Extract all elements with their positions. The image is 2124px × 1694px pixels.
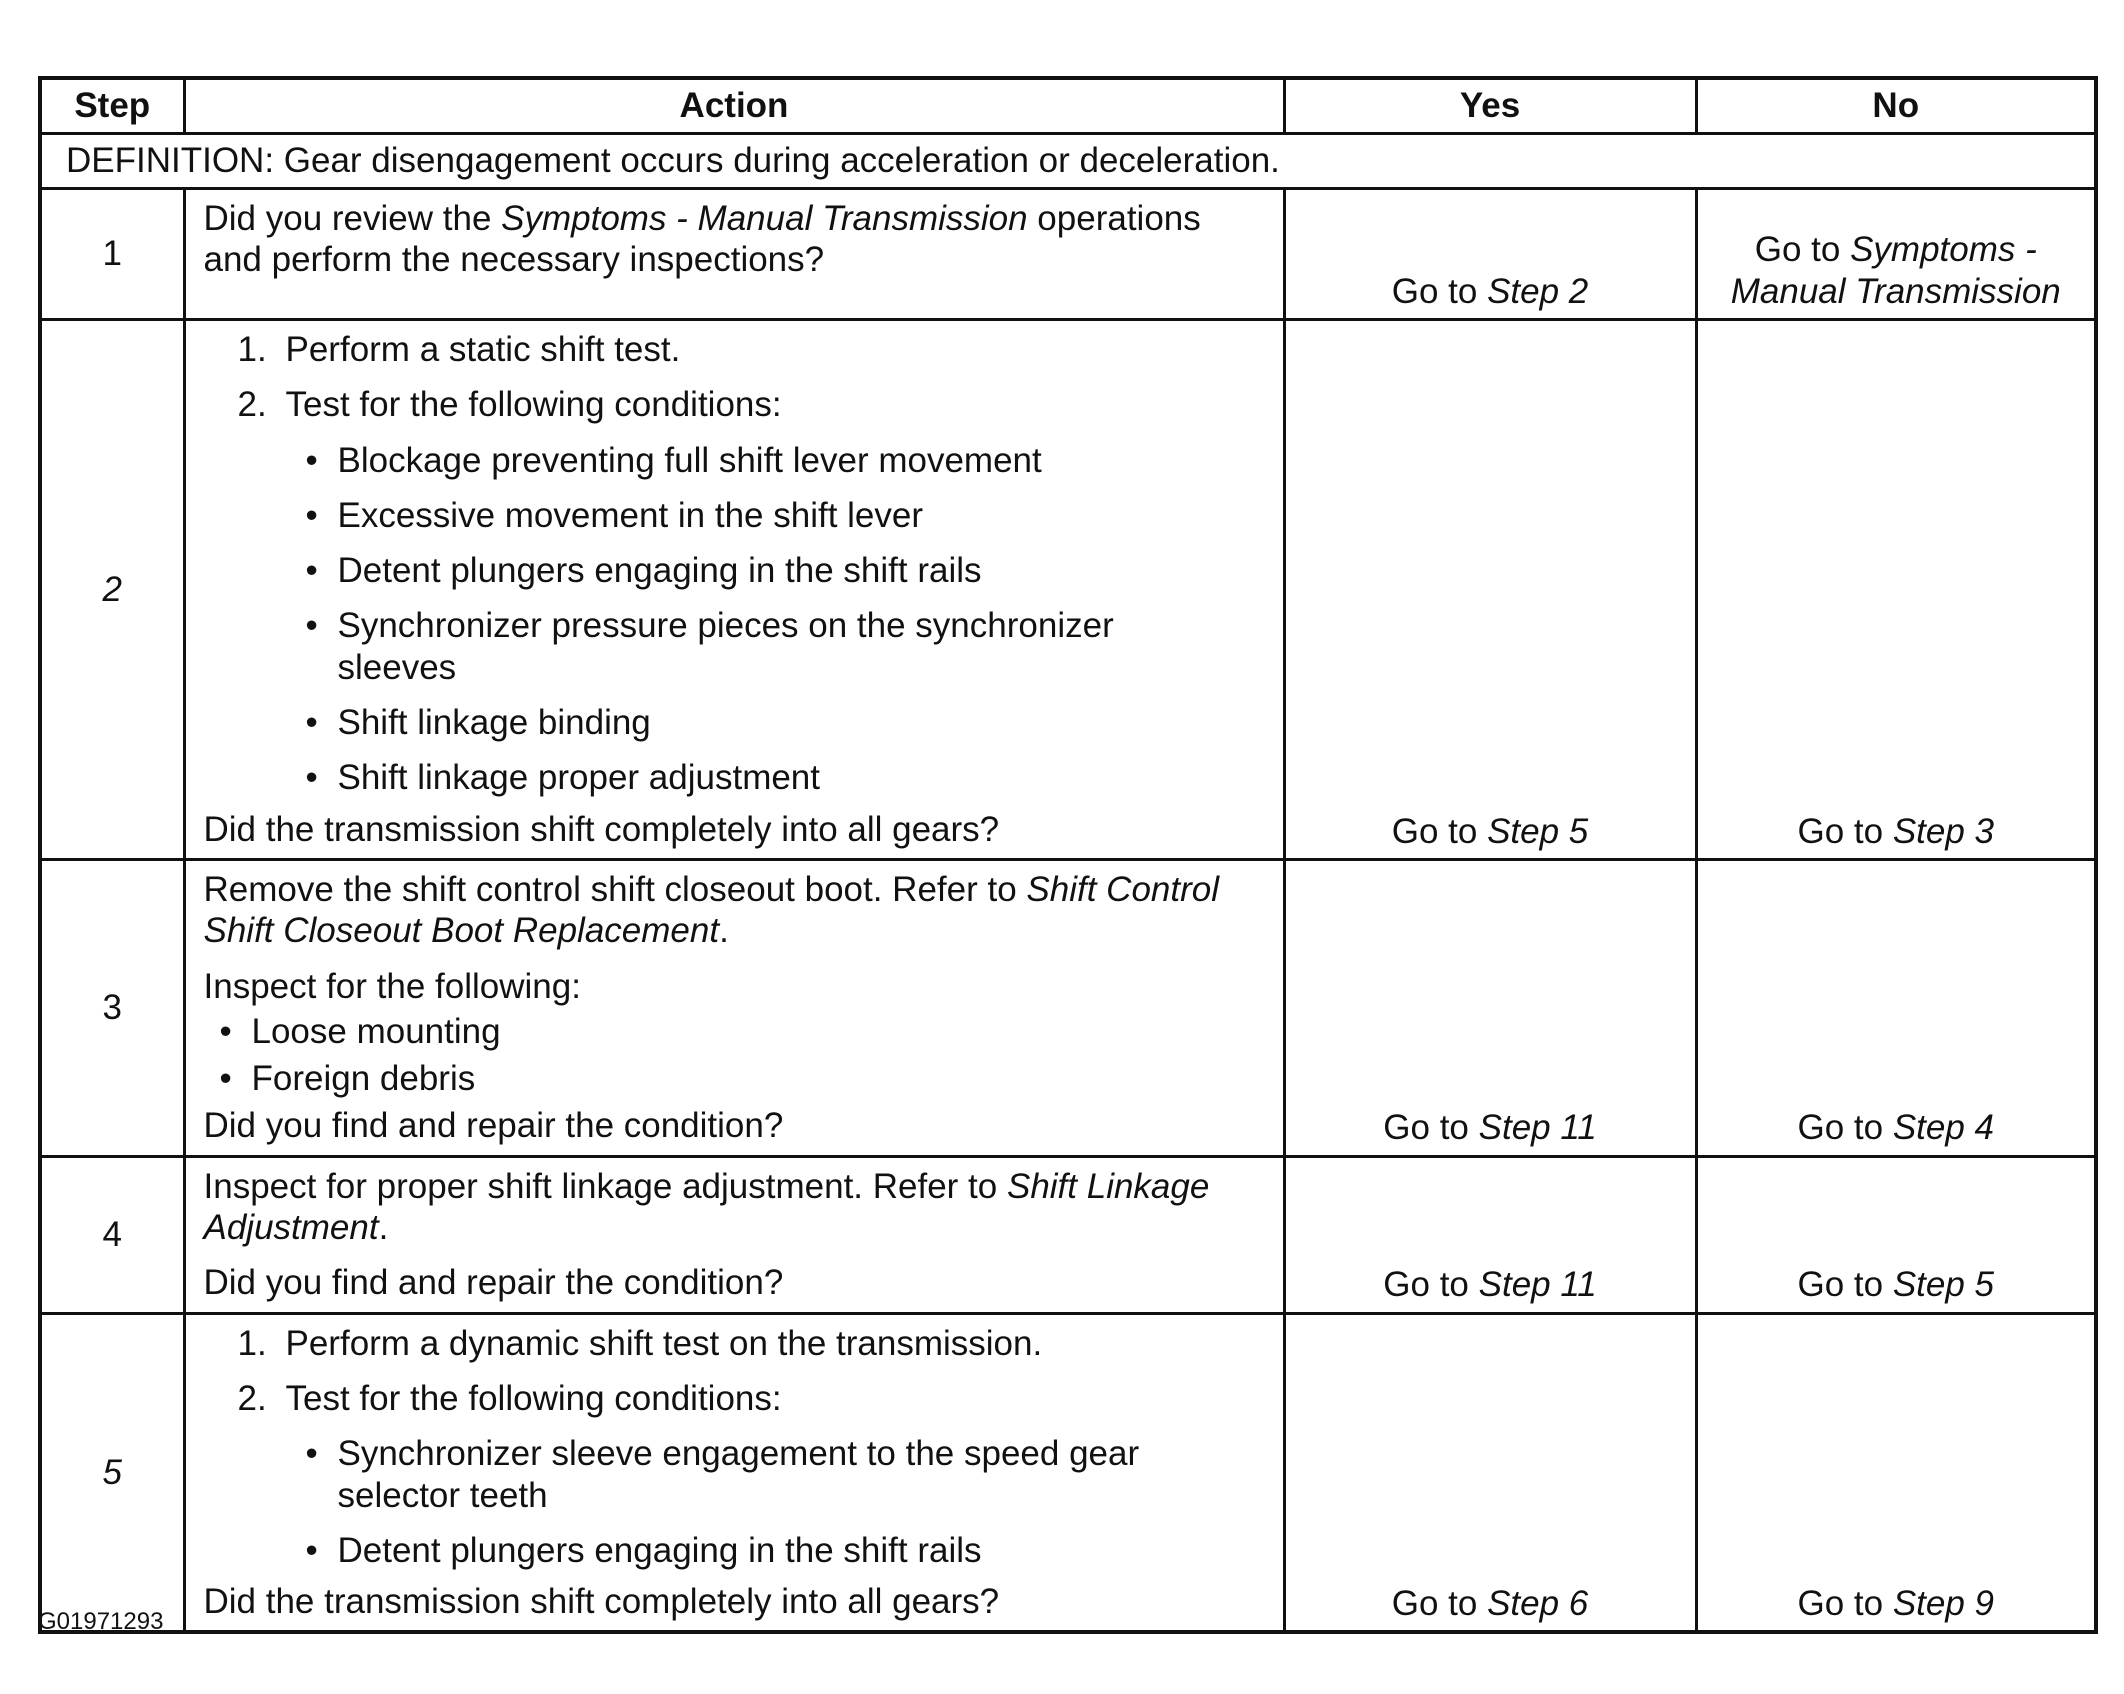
yes-cell: Go to Step 11 (1284, 1156, 1696, 1313)
step-reference: Step 6 (1487, 1584, 1589, 1624)
list-item: • Detent plungers engaging in the shift rails (304, 550, 1269, 591)
table-row (40, 1313, 2096, 1632)
numbered-list (204, 1323, 1269, 1571)
list-item: 2. Test for the following conditions: • Blockage preventing full shift lever movement • Excessive movement in the shift lever • Detent plungers engaging in the shift rails • Synchronizer pressure pieces on the synchronizer sleeves • Shift linkage binding • Shift linkage proper adjustment (238, 384, 1269, 798)
header-step: Step (40, 78, 184, 134)
list-item: • Foreign debris (218, 1058, 1269, 1099)
action-text: Inspect for proper shift linkage adjustment. Refer to Shift Linkage Adjustment. (203, 1166, 1210, 1248)
table-row (40, 859, 2096, 1156)
question-text: Did the transmission shift completely into all gears? (203, 809, 1000, 849)
step-number: 2 (40, 320, 184, 860)
step-reference: Step 11 (1478, 1265, 1597, 1305)
list-item: 1. Perform a static shift test. (237, 330, 681, 369)
no-cell: Go to Step 9 (1696, 1313, 2096, 1632)
yes-cell: Go to Step 2 (1284, 189, 1696, 320)
bullet-list (204, 1011, 1269, 1100)
step-number: 4 (40, 1156, 184, 1313)
header-action: Action (184, 78, 1284, 134)
definition-text: DEFINITION: Gear disengagement occurs during acceleration or deceleration. (40, 134, 2096, 189)
step-reference: Step 3 (1892, 811, 1995, 851)
action-cell (184, 320, 1284, 860)
step-number: 5 (40, 1313, 184, 1632)
no-cell: Go to Step 3 (1696, 320, 2096, 860)
list-item: • Detent plungers engaging in the shift rails (304, 1530, 1269, 1571)
question-text: Did you find and repair the condition? (203, 1106, 784, 1146)
list-item: • Loose mounting (218, 1011, 1269, 1052)
bullet-list (286, 1433, 1269, 1571)
table-row (40, 320, 2096, 860)
table-row (40, 189, 2096, 320)
list-item: • Synchronizer pressure pieces on the synchronizer sleeves (304, 605, 1269, 688)
header-yes: Yes (1284, 78, 1696, 134)
list-item: • Blockage preventing full shift lever movement (304, 440, 1269, 481)
question-text: Did the transmission shift completely into all gears? (203, 1582, 1000, 1622)
step-number: 1 (40, 189, 184, 320)
step-number: 3 (40, 859, 184, 1156)
action-text: Inspect for the following: (203, 966, 581, 1006)
action-cell (184, 1313, 1284, 1632)
no-cell: Go to Symptoms - Manual Transmission (1696, 189, 2096, 320)
table-row (40, 1156, 2096, 1313)
step-reference: Step 5 (1892, 1265, 1995, 1305)
action-text: Remove the shift control shift closeout boot. Refer to Shift Control Shift Closeout Boot Replacement. (203, 869, 1220, 951)
list-item: 1. Perform a dynamic shift test on the transmission. (237, 1323, 1043, 1363)
bullet-list (286, 440, 1269, 799)
no-cell: Go to Step 4 (1696, 859, 2096, 1156)
action-cell (184, 859, 1284, 1156)
yes-cell: Go to Step 5 (1284, 320, 1696, 860)
list-item: • Synchronizer sleeve engagement to the speed gear selector teeth (304, 1433, 1269, 1516)
action-cell (184, 189, 1284, 320)
figure-id: G01971293 (38, 1608, 164, 1635)
step-reference: Step 4 (1892, 1108, 1995, 1148)
header-no: No (1696, 78, 2096, 134)
action-text: Did you review the Symptoms - Manual Transmission operations and perform the necessary inspections? (203, 199, 1201, 280)
step-reference: Step 9 (1892, 1584, 1995, 1624)
no-cell: Go to Step 5 (1696, 1156, 2096, 1313)
numbered-list (204, 329, 1269, 799)
header-row (40, 78, 2096, 134)
question-text: Did you find and repair the condition? (203, 1263, 784, 1303)
definition-row (40, 134, 2096, 189)
list-item: 2. Test for the following conditions: • Synchronizer sleeve engagement to the speed gear selector teeth • Detent plungers engaging in the shift rails (238, 1378, 1269, 1571)
yes-cell: Go to Step 11 (1284, 859, 1696, 1156)
step-reference: Step 11 (1478, 1108, 1597, 1148)
list-item: • Shift linkage binding (304, 702, 1269, 743)
action-cell (184, 1156, 1284, 1313)
list-item: • Shift linkage proper adjustment (304, 757, 1269, 798)
list-item: • Excessive movement in the shift lever (304, 495, 1269, 536)
step-reference: Step 2 (1487, 271, 1589, 311)
diagnostic-table (38, 76, 2098, 1634)
step-reference: Step 5 (1487, 811, 1589, 851)
yes-cell: Go to Step 6 (1284, 1313, 1696, 1632)
